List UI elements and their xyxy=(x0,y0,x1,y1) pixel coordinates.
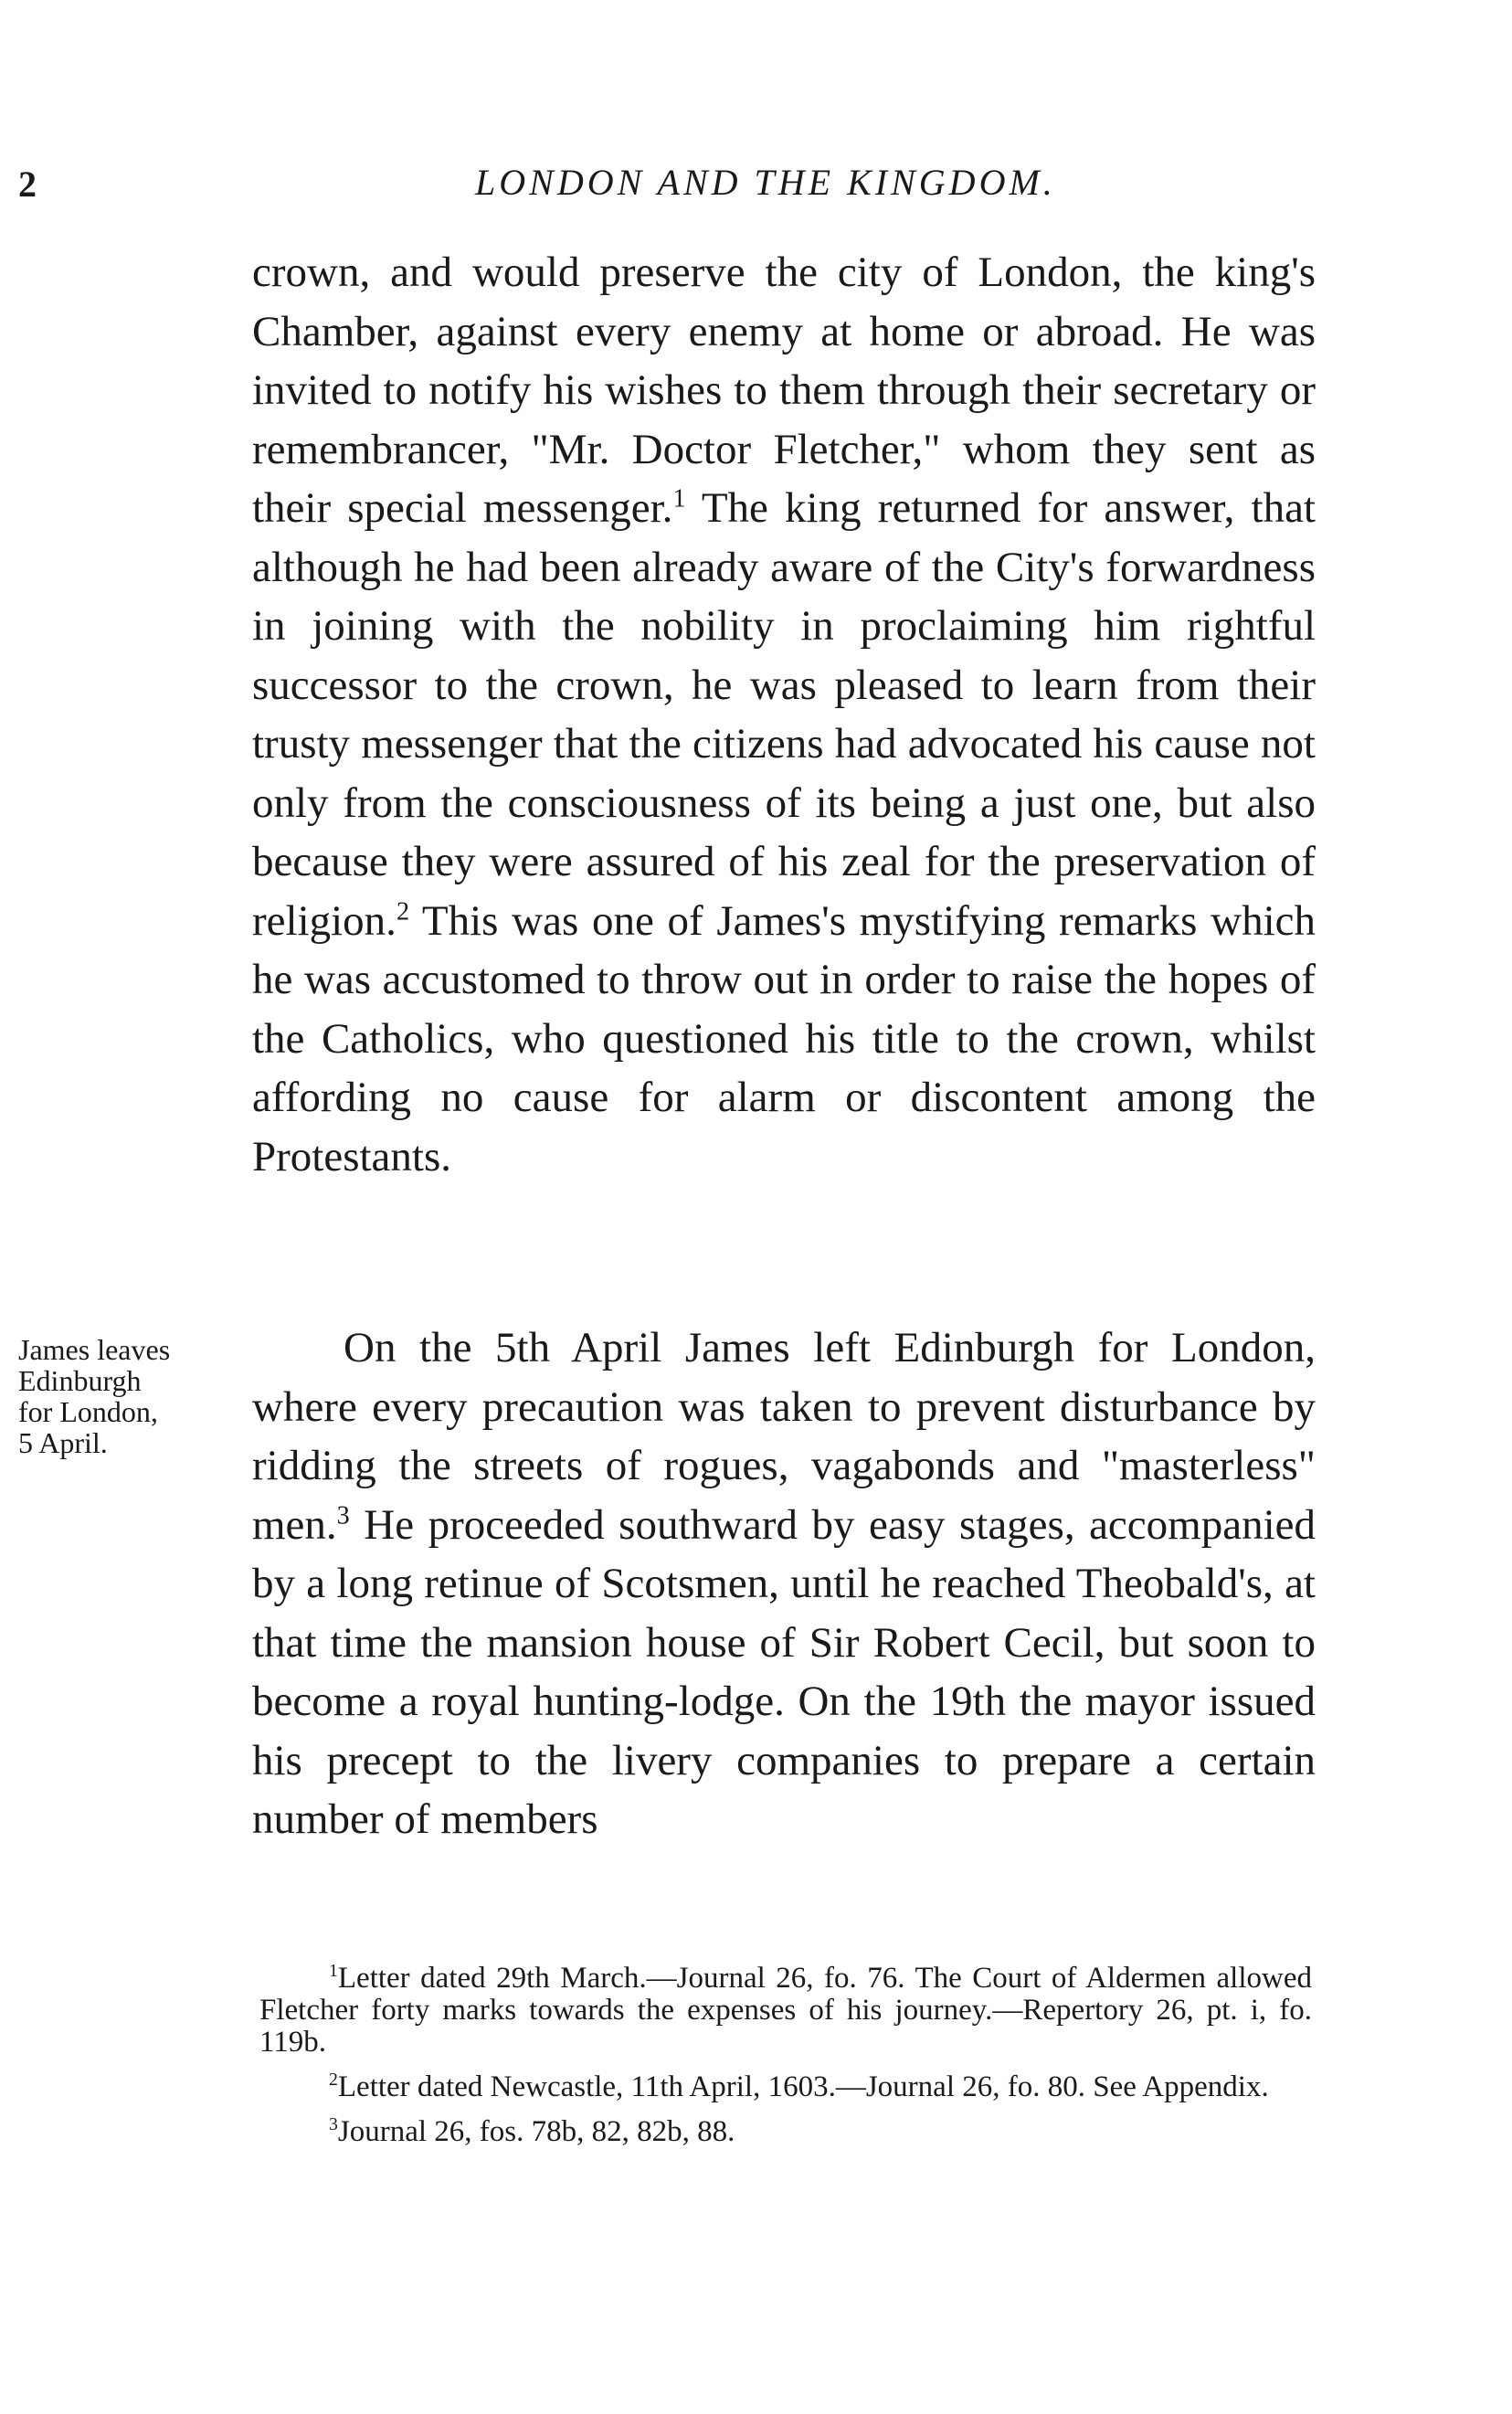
footnote-mark: 1 xyxy=(329,1961,338,1981)
footnote-text: Letter dated Newcastle, 11th April, 1603.—Journal 26, fo. 80. See Appendix. xyxy=(337,2070,1269,2103)
footnote-text: Journal 26, fos. 78b, 82, 82b, 88. xyxy=(337,2115,735,2148)
footnote-text: Letter dated 29th March.—Journal 26, fo. 76. The Court of Aldermen allowed Fletcher forty marks towards the expenses of his journey.—Repertory 26, pt. i, fo. 119b. xyxy=(259,1962,1312,2059)
footnote xyxy=(259,1963,1312,2059)
footnote xyxy=(259,2116,1312,2148)
body-paragraph xyxy=(252,243,1316,1186)
page-number: 2 xyxy=(18,164,37,205)
footnotes xyxy=(259,1963,1312,2161)
margin-note-line: James leaves xyxy=(18,1333,171,1366)
footnote-reference[interactable]: 1 xyxy=(672,484,686,514)
body-paragraph xyxy=(252,1318,1316,1849)
paragraph-text: On the 5th April James left Edinburgh for London, where every precaution was taken to prevent disturbance by ridding the streets of rogues, vagabonds and "masterless" men. xyxy=(252,1324,1316,1549)
margin-note-line: 5 April. xyxy=(18,1426,108,1459)
margin-note-line: Edinburgh xyxy=(18,1364,142,1397)
paragraph-text: This was one of James's mystifying remarks which he was accustomed to throw out in order to raise the hopes of the Catholics, who questioned his title to the crown, whilst affording no cause for alarm or discontent among the Protestants. xyxy=(252,896,1316,1181)
margin-note xyxy=(18,1334,238,1458)
paragraph-text: He proceeded southward by easy stages, accompanied by a long retinue of Scotsmen, until he reached Theobald's, at that time the mansion house of Sir Robert Cecil, but soon to become a royal hunting-lodge. On the 19th the mayor issued his precept to the livery companies to prepare a certain number of members xyxy=(252,1500,1316,1843)
margin-note-line: for London, xyxy=(18,1395,158,1428)
footnote-mark: 3 xyxy=(329,2114,338,2134)
footnote-mark: 2 xyxy=(329,2070,338,2090)
paragraph-text: crown, and would preserve the city of London, the king's Chamber, against every enemy at home or abroad. He was invited to notify his wishes to them through their secretary or remembrancer, "Mr. Doctor Fletcher," whom they sent as their special messenger. xyxy=(252,249,1316,532)
footnote-reference[interactable]: 3 xyxy=(336,1500,350,1530)
paragraph-text: The king returned for answer, that although he had been already aware of the City's forwardness in joining with the nobility in proclaiming him rightful successor to the crown, he was pleased to learn from their trusty messenger that the citizens had advocated his cause not only from the consciousness of its being a just one, but also because they were assured of his zeal for the preservation of religion. xyxy=(252,484,1316,945)
running-title: LONDON AND THE KINGDOM. xyxy=(475,162,1056,203)
footnote-reference[interactable]: 2 xyxy=(396,896,410,926)
footnote xyxy=(259,2071,1312,2103)
